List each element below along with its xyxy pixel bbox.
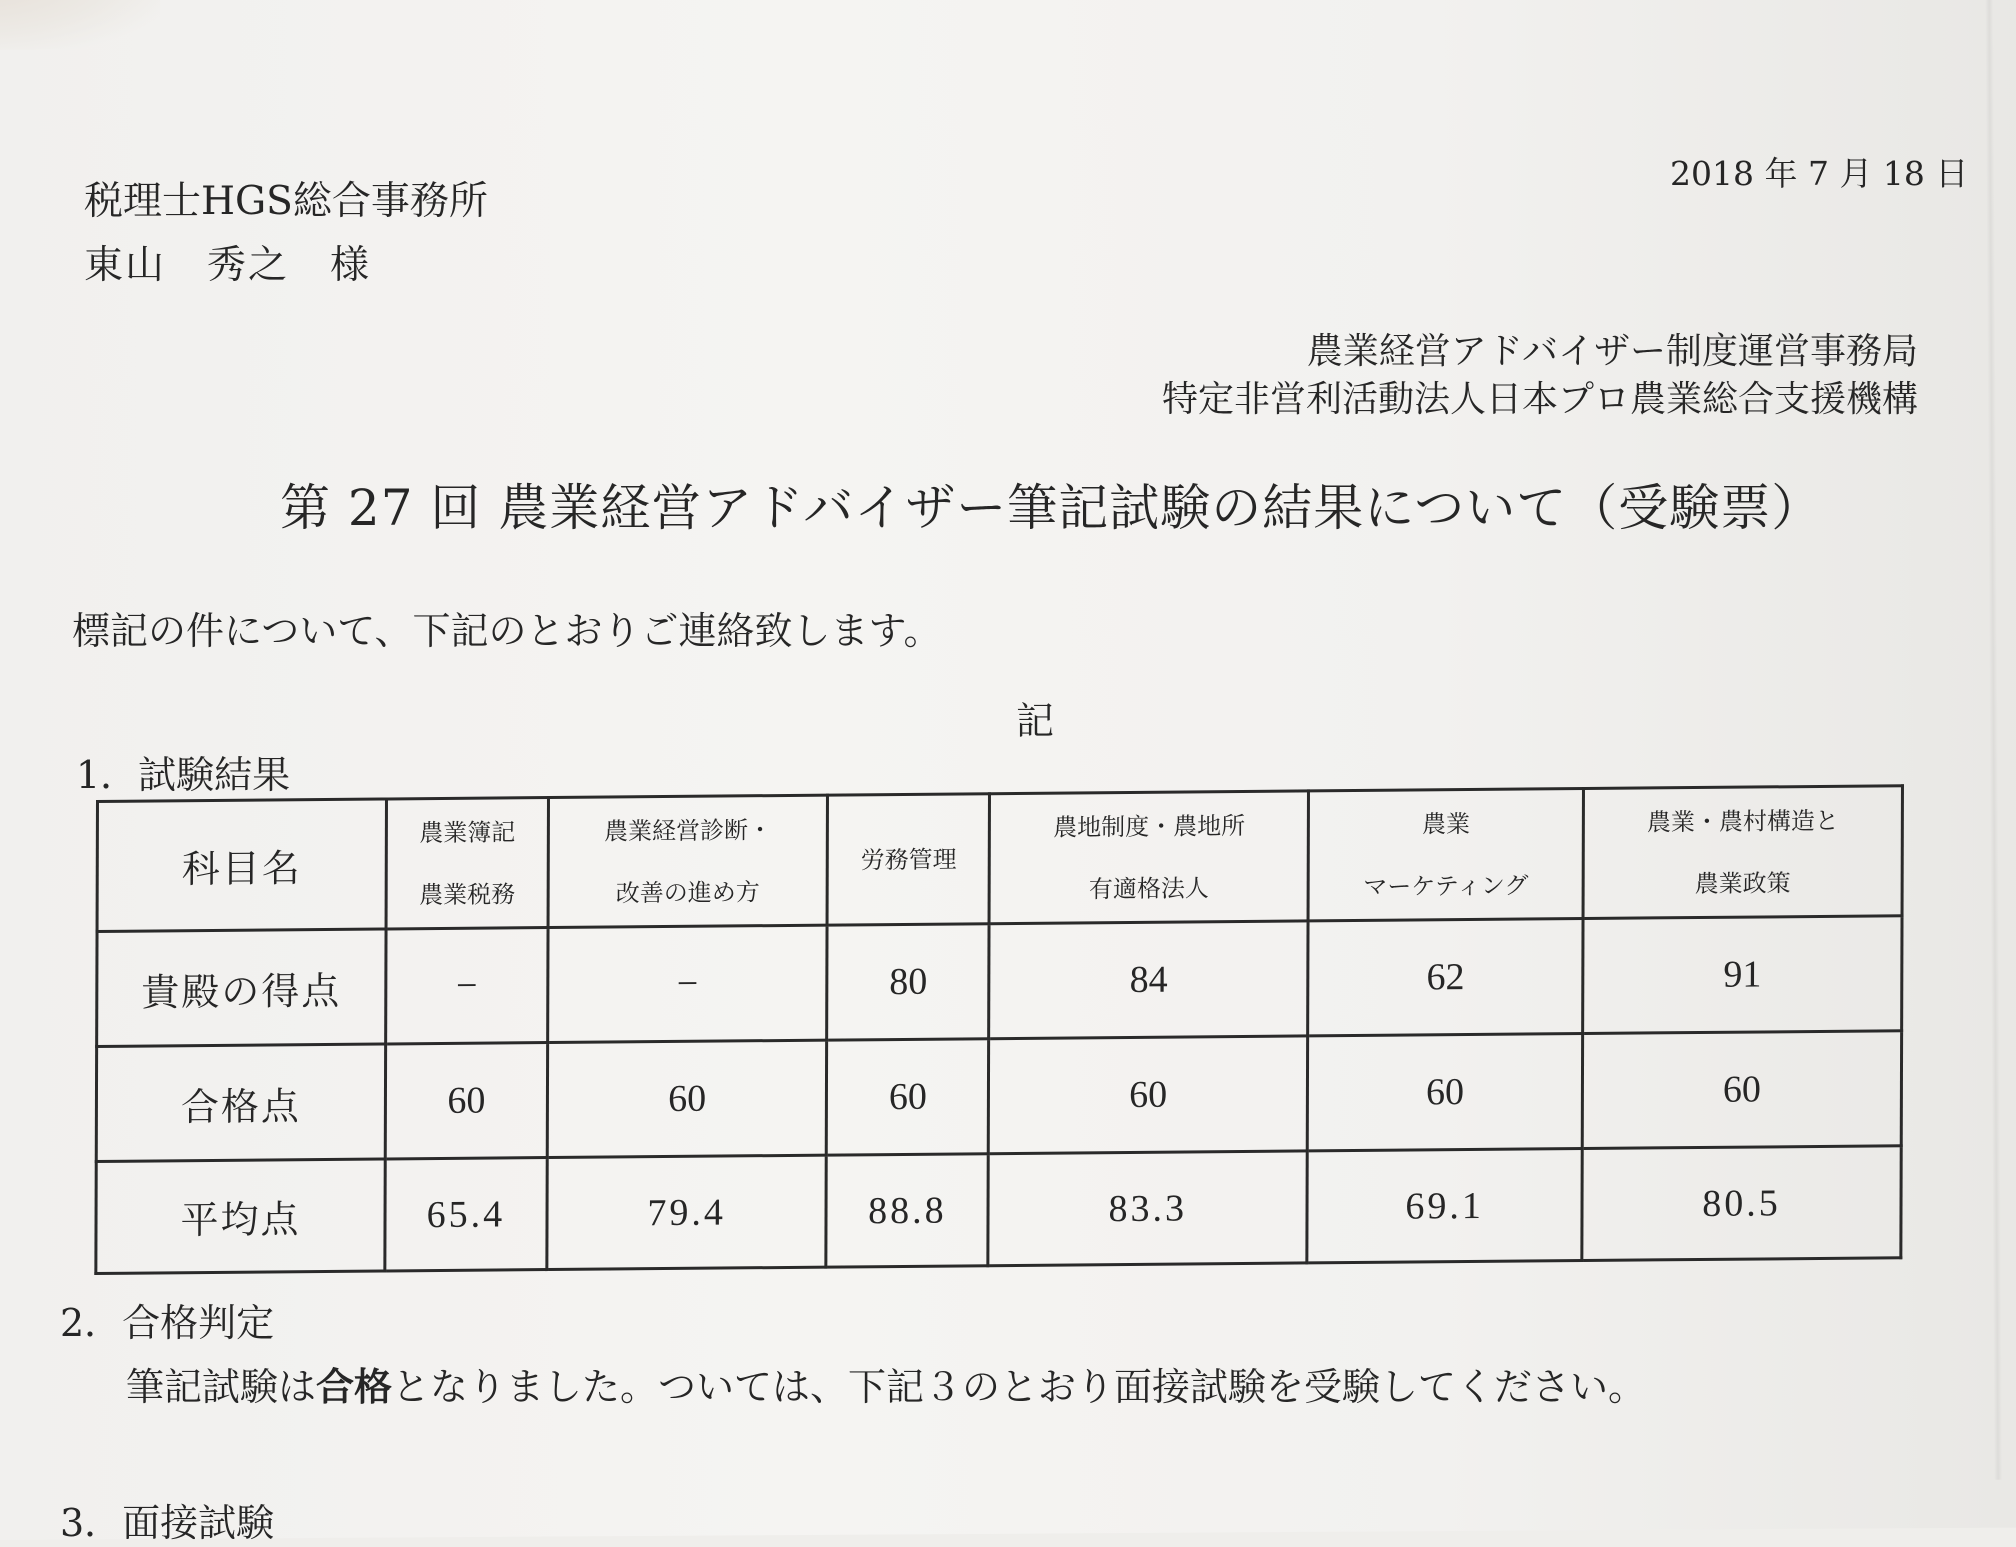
average-row [96, 1146, 1901, 1274]
subject-name-line-1: 農業簿記 [419, 817, 516, 847]
exam-results-table [94, 784, 1904, 1275]
document-title: 第 27 回 農業経営アドバイザー筆記試験の結果について（受験票） [280, 479, 1823, 537]
recipient-office: 税理士HGS総合事務所 [84, 179, 488, 224]
subject-name-line-2: マーケティング [1363, 870, 1529, 901]
recipient-name: 東山 秀之 様 [84, 243, 372, 288]
average-cell: 65.4 [385, 1158, 547, 1271]
subject-name-line-1: 農業 [1421, 809, 1471, 838]
corner-shadow [0, 0, 160, 50]
issuer-line-2: 特定非営利活動法人日本プロ農業総合支援機構 [1161, 379, 1918, 420]
section-2-body [126, 1356, 1646, 1411]
pass-mark-row [96, 1031, 1901, 1162]
average-cell: 83.3 [988, 1151, 1307, 1266]
pass-mark-cell: 60 [827, 1039, 989, 1155]
pass-mark-cell: 60 [989, 1036, 1308, 1154]
average-cell: 79.4 [547, 1155, 827, 1269]
subject-name-line-1: 労務管理 [860, 844, 957, 874]
score-label: 貴殿の得点 [97, 929, 386, 1047]
score-cell: 62 [1308, 919, 1583, 1036]
section-1-heading: 1．試験結果 [76, 753, 291, 797]
pass-mark-cell: 60 [1582, 1031, 1901, 1149]
average-cell: 88.8 [826, 1154, 988, 1267]
subject-cell [1583, 786, 1902, 919]
result-suffix: となりました。ついては、下記３のとおり面接試験を受験してください。 [392, 1365, 1647, 1409]
pass-mark-cell: 60 [385, 1043, 547, 1159]
subject-cell [386, 798, 548, 929]
issuer-line-1: 農業経営アドバイザー制度運営事務局 [1306, 331, 1918, 372]
pass-mark-label: 合格点 [96, 1044, 385, 1162]
subject-name-line-2: 農業税務 [419, 879, 516, 909]
score-cell: − [386, 928, 548, 1044]
result-prefix: 筆記試験は [126, 1365, 317, 1409]
pass-mark-cell: 60 [547, 1040, 827, 1157]
score-cell: 80 [827, 924, 989, 1040]
subject-name-line-1: 農業・農村構造と [1646, 806, 1839, 836]
subject-name-line-2: 農業政策 [1694, 868, 1791, 898]
average-cell: 80.5 [1582, 1146, 1901, 1261]
subject-header-row [97, 786, 1902, 932]
score-cell: 91 [1583, 916, 1902, 1034]
average-label: 平均点 [96, 1159, 385, 1274]
document-date: 2018 年 7 月 18 日 [1670, 154, 1969, 193]
score-cell: 84 [989, 921, 1308, 1039]
result-pass-emphasis: 合格 [316, 1364, 393, 1409]
score-row [97, 916, 1902, 1047]
subject-cell [989, 791, 1308, 924]
subject-header-label: 科目名 [97, 799, 386, 932]
subject-name-line-2: 有適格法人 [1088, 873, 1209, 903]
subject-cell [828, 794, 990, 925]
subject-name-line-2: 改善の進め方 [615, 877, 760, 907]
subject-name-line-1: 農業経営診断・ [603, 815, 773, 846]
pass-mark-cell: 60 [1307, 1034, 1582, 1151]
average-cell: 69.1 [1307, 1149, 1582, 1263]
score-cell: − [548, 925, 828, 1042]
subject-name-line-1: 農地制度・農地所 [1053, 811, 1246, 842]
ki-marker: 記 [1016, 699, 1055, 743]
subject-cell [1308, 789, 1583, 921]
intro-text: 標記の件について、下記のとおりご連絡致します。 [72, 609, 942, 653]
paper-fold [1985, 0, 2002, 1480]
section-2-heading: 2．合格判定 [60, 1301, 275, 1345]
subject-cell [548, 795, 828, 927]
section-3-heading: 3．面接試験 [60, 1501, 275, 1545]
